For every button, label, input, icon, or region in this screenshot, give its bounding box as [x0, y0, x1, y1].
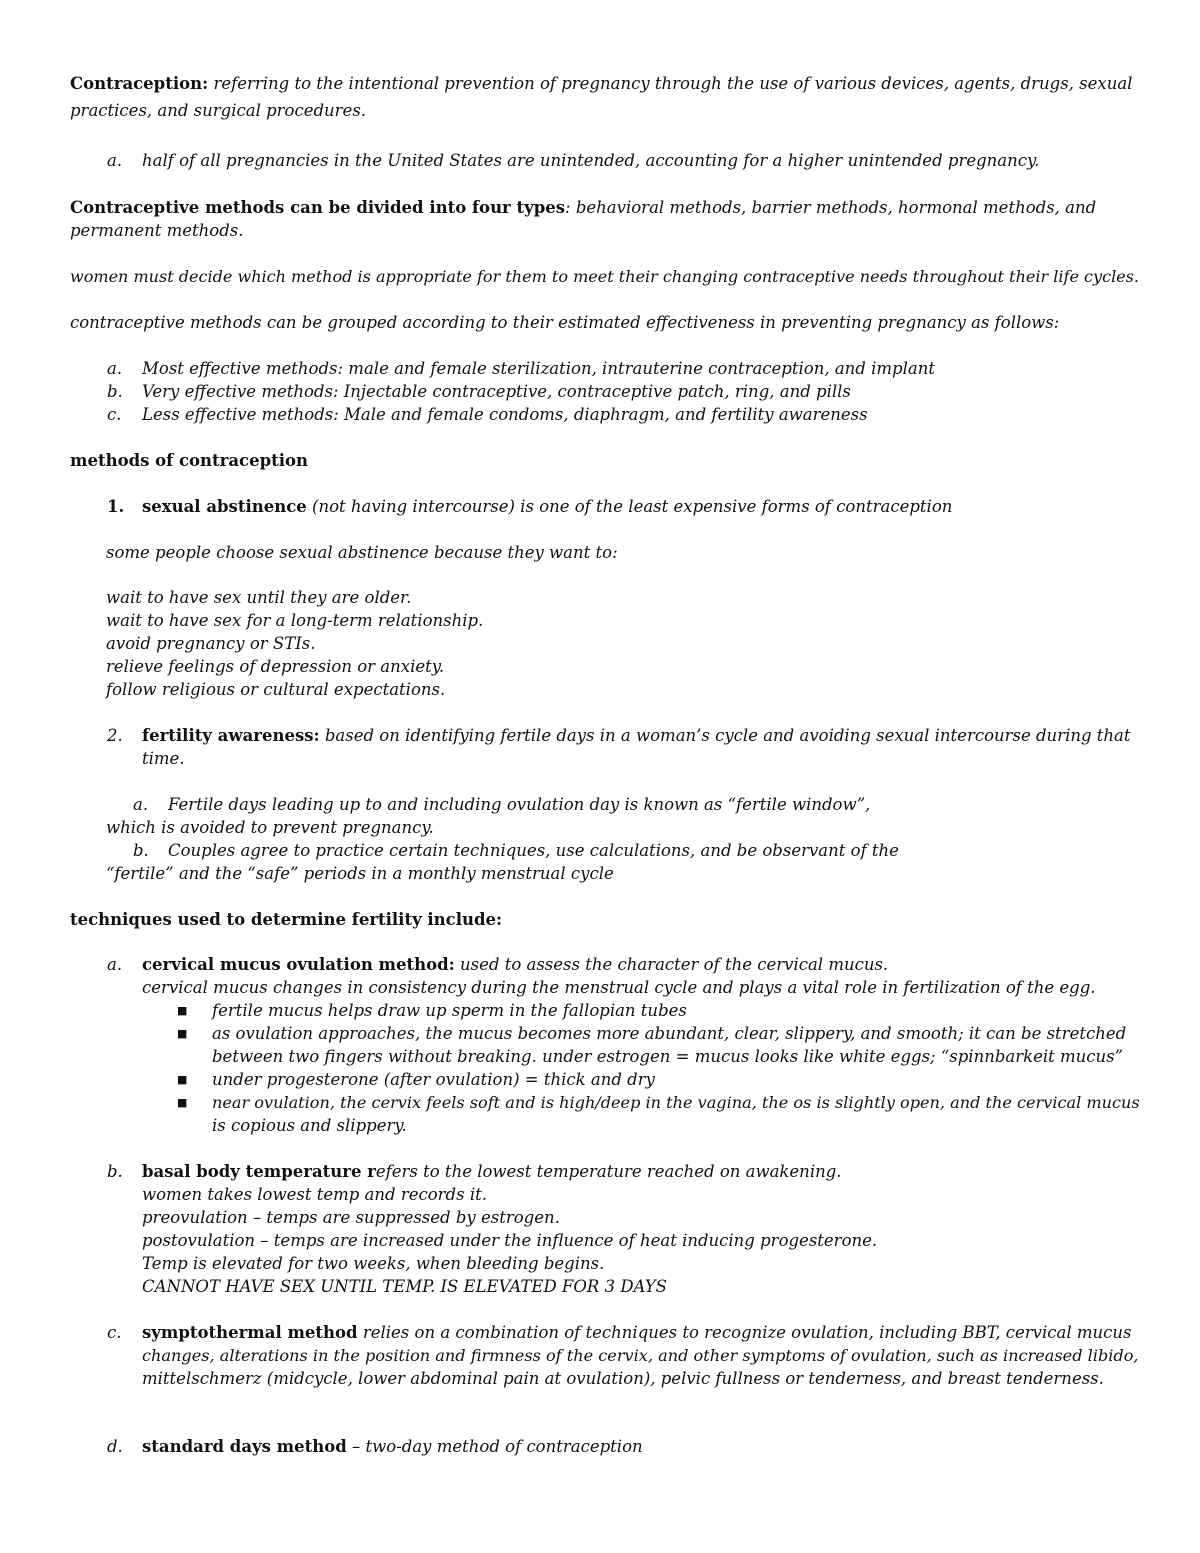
- list-item: wait to have sex for a long-term relationship.: [106, 611, 484, 630]
- list-marker: a.: [133, 795, 149, 814]
- list-item-continuation: is copious and slippery.: [212, 1116, 407, 1135]
- fertile-window-line-2: which is avoided to prevent pregnancy.: [106, 818, 434, 837]
- techniques-heading: techniques used to determine fertility include:: [70, 910, 503, 929]
- list-marker: a.: [107, 955, 123, 974]
- list-item: Most effective methods: male and female sterilization, intrauterine contraception, and implant: [142, 359, 935, 378]
- fertility-title: fertility awareness:: [142, 726, 320, 745]
- abstinence-title: sexual abstinence: [142, 497, 307, 516]
- standard-days-title: standard days method: [142, 1437, 347, 1456]
- bullet-icon: ■: [177, 1004, 188, 1017]
- list-item: under progesterone (after ovulation) = thick and dry: [212, 1070, 655, 1089]
- bullet-icon: ■: [177, 1027, 188, 1040]
- list-item-continuation: between two fingers without breaking. under estrogen = mucus looks like white eggs; “spinnbarkeit mucus”: [212, 1047, 1124, 1066]
- methods-heading: methods of contraception: [70, 451, 309, 470]
- fertility-line-1: fertility awareness: based on identifying fertile days in a woman’s cycle and avoiding sexual intercourse during that: [142, 726, 1131, 745]
- types-list: behavioral methods, barrier methods, hormonal methods, and: [570, 198, 1097, 217]
- fertility-line-2: time.: [142, 749, 185, 768]
- list-marker: c.: [107, 1323, 122, 1342]
- list-item: relieve feelings of depression or anxiety.: [106, 657, 445, 676]
- bbt-title: basal body temperature r: [142, 1162, 376, 1181]
- list-item: fertile mucus helps draw up sperm in the fallopian tubes: [212, 1001, 687, 1020]
- abstinence-intro: some people choose sexual abstinence because they want to:: [106, 543, 618, 562]
- cervical-line-1: cervical mucus ovulation method: used to assess the character of the cervical mucus.: [142, 955, 889, 974]
- list-marker: b.: [107, 1162, 123, 1181]
- bullet-icon: ■: [177, 1073, 188, 1086]
- list-marker: 1.: [107, 497, 125, 516]
- couples-line-1: Couples agree to practice certain techniques, use calculations, and be observant of the: [168, 841, 899, 860]
- cervical-title: cervical mucus ovulation method:: [142, 955, 455, 974]
- women-decide-paragraph: women must decide which method is appropriate for them to meet their changing contraceptive needs throughout their life cycles.: [70, 267, 1140, 286]
- list-item: preovulation – temps are suppressed by estrogen.: [142, 1208, 560, 1227]
- list-marker: c.: [107, 405, 122, 424]
- effectiveness-intro: contraceptive methods can be grouped according to their estimated effectiveness in preventing pregnancy as follows:: [70, 313, 1060, 332]
- list-item: follow religious or cultural expectations.: [106, 680, 446, 699]
- list-item: avoid pregnancy or STIs.: [106, 634, 316, 653]
- couples-line-2: “fertile” and the “safe” periods in a monthly menstrual cycle: [106, 864, 614, 883]
- list-item: as ovulation approaches, the mucus becomes more abundant, clear, slippery, and smooth; it can be stretched: [212, 1024, 1127, 1043]
- fertile-window-line-1: Fertile days leading up to and including ovulation day is known as “fertile window”,: [168, 795, 871, 814]
- symptothermal-line-3: mittelschmerz (midcycle, lower abdominal pain at ovulation), pelvic fullness or tenderness, and breast tenderness.: [142, 1369, 1104, 1388]
- contraception-definition-line-1: [70, 72, 1132, 95]
- unintended-pregnancy-note: half of all pregnancies in the United States are unintended, accounting for a higher unintended pregnancy.: [142, 151, 1040, 170]
- list-marker: a.: [107, 359, 123, 378]
- list-marker: 2.: [107, 726, 123, 745]
- contraception-term: Contraception:: [70, 74, 209, 93]
- list-item: wait to have sex until they are older.: [106, 588, 412, 607]
- standard-days-line: standard days method – two-day method of contraception: [142, 1437, 643, 1456]
- list-marker: a.: [107, 151, 123, 170]
- list-item: women takes lowest temp and records it.: [142, 1185, 487, 1204]
- list-item: Less effective methods: Male and female condoms, diaphragm, and fertility awareness: [142, 405, 868, 424]
- list-marker: b.: [107, 382, 123, 401]
- list-marker: b.: [133, 841, 149, 860]
- cervical-line-2: cervical mucus changes in consistency during the menstrual cycle and plays a vital role in fertilization of the egg.: [142, 978, 1096, 997]
- contraception-definition: referring to the intentional prevention of pregnancy through the use of various devices, agents, drugs, sexual: [213, 74, 1133, 93]
- bullet-icon: ■: [177, 1096, 188, 1109]
- list-item: CANNOT HAVE SEX UNTIL TEMP. IS ELEVATED FOR 3 DAYS: [142, 1277, 667, 1296]
- types-heading: Contraceptive methods can be divided into four types: [70, 198, 566, 217]
- types-line-2: permanent methods.: [70, 221, 244, 240]
- list-item: postovulation – temps are increased under the influence of heat inducing progesterone.: [142, 1231, 878, 1250]
- symptothermal-line-2: changes, alterations in the position and firmness of the cervix, and other symptoms of ovulation, such as increased libido,: [142, 1346, 1139, 1365]
- types-line-1: Contraceptive methods can be divided into four types: behavioral methods, barrier methods, hormonal methods, and: [70, 198, 1097, 217]
- list-item: Very effective methods: Injectable contraceptive, contraceptive patch, ring, and pills: [142, 382, 851, 401]
- list-item: Temp is elevated for two weeks, when bleeding begins.: [142, 1254, 605, 1273]
- bbt-line-1: basal body temperature refers to the lowest temperature reached on awakening.: [142, 1162, 842, 1181]
- abstinence-line: sexual abstinence (not having intercourse) is one of the least expensive forms of contraception: [142, 497, 953, 516]
- list-marker: d.: [107, 1437, 123, 1456]
- symptothermal-title: symptothermal method: [142, 1323, 358, 1342]
- list-item: near ovulation, the cervix feels soft and is high/deep in the vagina, the os is slightly open, and the cervical mucus: [212, 1093, 1140, 1112]
- contraception-definition-line-2: practices, and surgical procedures.: [70, 101, 367, 120]
- symptothermal-line-1: symptothermal method relies on a combination of techniques to recognize ovulation, including BBT, cervical mucus: [142, 1323, 1132, 1342]
